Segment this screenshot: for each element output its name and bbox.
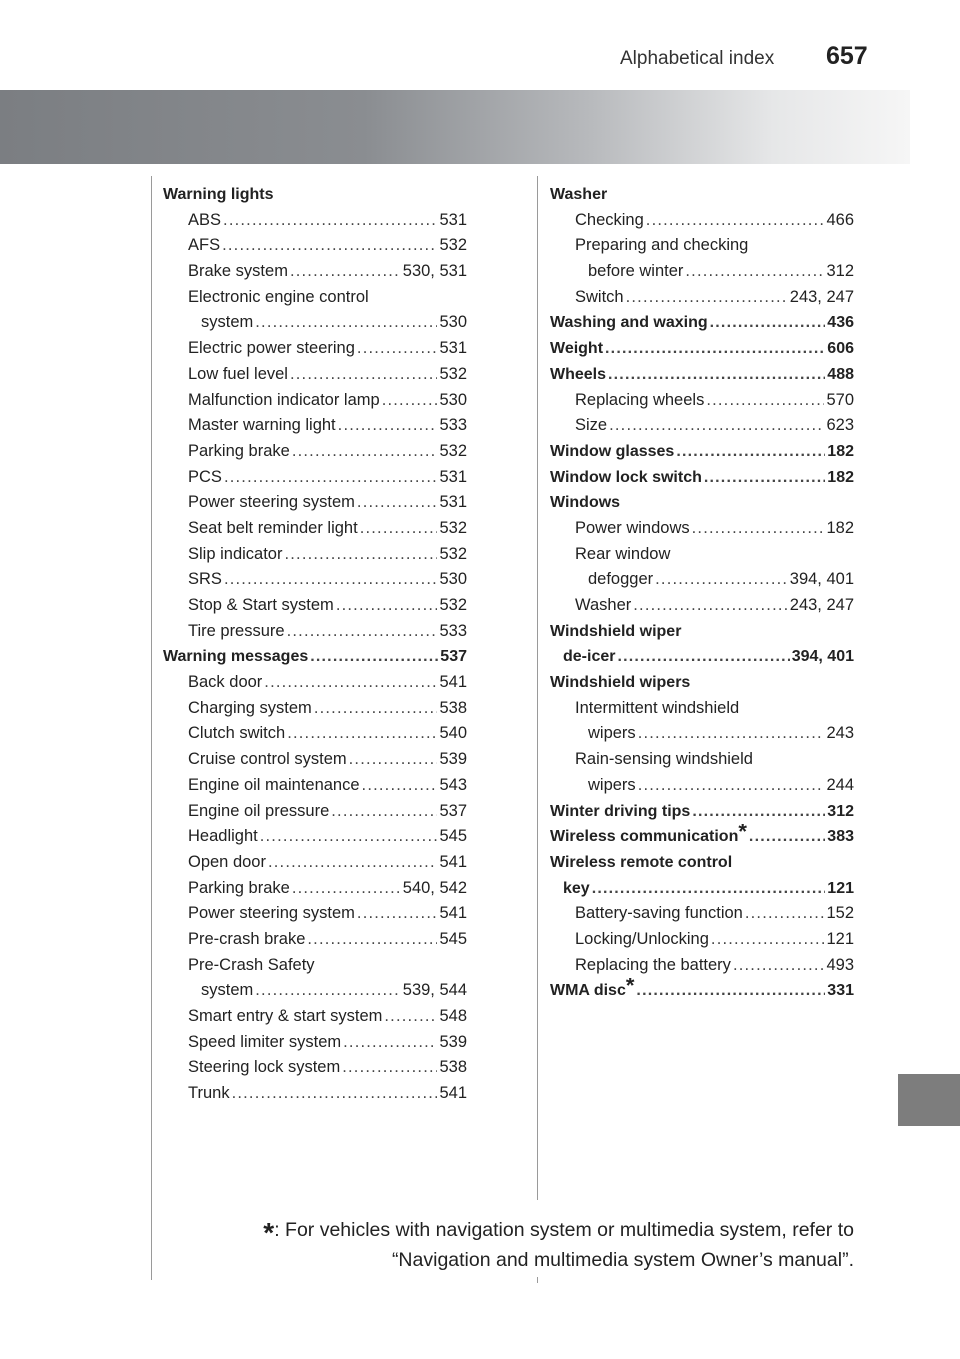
header-gradient-band [0, 90, 910, 164]
index-entry: Preparing and checking [575, 236, 749, 255]
index-entry: Master warning light ..... 533 [188, 413, 467, 439]
index-heading-washer: Washer [550, 186, 608, 203]
bottom-divider-tick [537, 1277, 538, 1283]
index-entry: Battery-saving function ..... 152 [575, 901, 854, 927]
section-thumb-tab [898, 1074, 960, 1126]
index-heading-wireless-remote-cont: key ..... 121 [563, 876, 854, 902]
footnote-star-marker: * [738, 824, 747, 844]
index-entry: Rear window [575, 544, 671, 563]
index-entry: Replacing the battery ..... 493 [575, 953, 854, 979]
index-entry: Checking ..... 466 [575, 208, 854, 234]
index-entry: Parking brake ..... 540, 542 [188, 876, 467, 902]
index-heading-windshield-wipers: Windshield wipers [550, 674, 691, 692]
index-entry: SRS ..... 530 [188, 567, 467, 593]
footnote-line-2: “Navigation and multimedia system Owner’s manual”. [391, 1249, 854, 1271]
index-heading-wireless-comm: Wireless communication* ..... 383 [550, 824, 854, 850]
index-entry: Replacing wheels ..... 570 [575, 388, 854, 414]
index-entry: Parking brake ..... 532 [188, 439, 467, 465]
index-entry: Intermittent windshield [575, 698, 740, 717]
index-entry: Locking/Unlocking ..... 121 [575, 927, 854, 953]
index-entry: wipers ..... 243 [588, 721, 854, 747]
index-heading-wireless-remote: Wireless remote control [550, 853, 733, 871]
index-heading-window-glasses: Window glasses ..... 182 [550, 439, 854, 465]
left-column-rule [151, 176, 152, 1280]
index-entry: Size ..... 623 [575, 413, 854, 439]
index-entry: Stop & Start system ..... 532 [188, 593, 467, 619]
footnote-star-marker: * [625, 978, 635, 998]
index-entry: Headlight ..... 545 [188, 824, 467, 850]
index-entry: Engine oil pressure ..... 537 [188, 799, 467, 825]
index-heading-washing-waxing: Washing and waxing ..... 436 [550, 310, 854, 336]
index-entry: Slip indicator ..... 532 [188, 542, 467, 568]
index-entry: Engine oil maintenance ..... 543 [188, 773, 467, 799]
index-entry: wipers ..... 244 [588, 773, 854, 799]
index-entry: Charging system ..... 538 [188, 696, 467, 722]
index-entry: Clutch switch ..... 540 [188, 721, 467, 747]
index-entry: Open door ..... 541 [188, 850, 467, 876]
index-heading-windshield-wiper: Windshield wiper [550, 622, 682, 640]
index-entry: Steering lock system ..... 538 [188, 1055, 467, 1081]
index-heading-winter-tips: Winter driving tips ..... 312 [550, 799, 854, 825]
index-column-right [550, 182, 854, 1004]
index-entry: Power steering system ..... 541 [188, 901, 467, 927]
index-entry: Pre-crash brake ..... 545 [188, 927, 467, 953]
footnote [160, 1212, 854, 1275]
index-entry: Brake system ..... 530, 531 [188, 259, 467, 285]
index-entry: system ..... 530 [201, 310, 467, 336]
index-entry: Speed limiter system ..... 539 [188, 1030, 467, 1056]
index-entry: Switch ..... 243, 247 [575, 285, 854, 311]
index-entry: Electric power steering ..... 531 [188, 336, 467, 362]
index-entry: Seat belt reminder light ..... 532 [188, 516, 467, 542]
column-divider-rule [537, 176, 538, 1200]
index-entry: Washer ..... 243, 247 [575, 593, 854, 619]
index-entry: PCS ..... 531 [188, 465, 467, 491]
index-entry: Smart entry & start system ..... 548 [188, 1004, 467, 1030]
index-heading-wheels: Wheels ..... 488 [550, 362, 854, 388]
index-entry: Tire pressure ..... 533 [188, 619, 467, 645]
index-entry: Malfunction indicator lamp ..... 530 [188, 388, 467, 414]
index-entry: AFS ..... 532 [188, 233, 467, 259]
index-entry: Rain-sensing windshield [575, 750, 753, 769]
index-entry: Back door ..... 541 [188, 670, 467, 696]
index-entry: defogger ..... 394, 401 [588, 567, 854, 593]
index-heading-wma-disc: WMA disc* ..... 331 [550, 978, 854, 1004]
index-entry: Pre-Crash Safety [188, 955, 315, 974]
index-heading-windows: Windows [550, 494, 621, 512]
index-entry: Power windows ..... 182 [575, 516, 854, 542]
index-column-left [163, 182, 467, 1107]
index-entry: Trunk ..... 541 [188, 1081, 467, 1107]
index-heading-warning-messages: Warning messages ..... 537 [163, 644, 467, 670]
index-entry: Electronic engine control [188, 287, 369, 306]
index-entry: before winter ..... 312 [588, 259, 854, 285]
index-entry: ABS ..... 531 [188, 208, 467, 234]
index-heading-warning-lights: Warning lights [163, 186, 274, 203]
index-heading-window-lock: Window lock switch ..... 182 [550, 465, 854, 491]
index-entry: Cruise control system ..... 539 [188, 747, 467, 773]
index-heading-weight: Weight ..... 606 [550, 336, 854, 362]
index-heading-windshield-wiper-cont: de-icer ..... 394, 401 [563, 644, 854, 670]
footnote-line-1: : For vehicles with navigation system or multimedia system, refer to [274, 1219, 854, 1241]
footnote-star: * [263, 1217, 275, 1248]
index-entry: Low fuel level ..... 532 [188, 362, 467, 388]
page-number: 657 [826, 42, 868, 70]
index-entry: system ..... 539, 544 [201, 978, 467, 1004]
page-header-title: Alphabetical index [620, 48, 775, 69]
index-entry: Power steering system ..... 531 [188, 490, 467, 516]
